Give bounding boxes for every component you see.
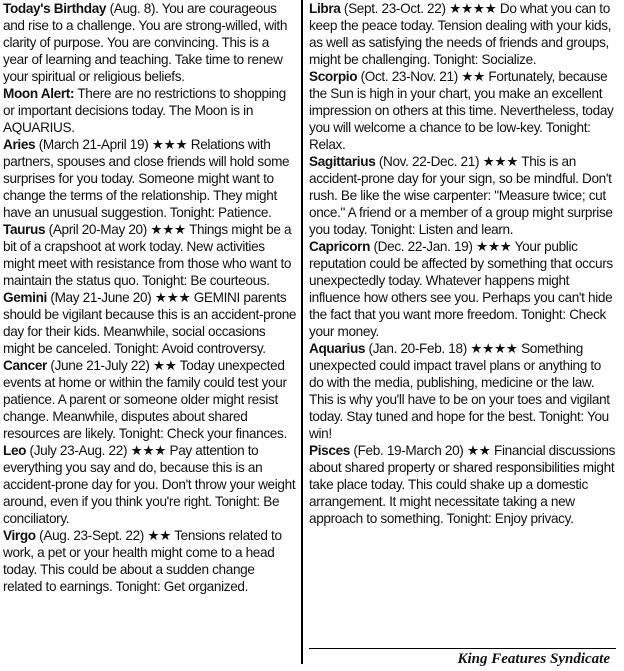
sign-entry-capricorn: [309, 238, 617, 340]
sign-name: Taurus: [3, 222, 46, 237]
sign-name: Virgo: [3, 528, 36, 543]
moon-alert-text: There are no restrictions to shopping or important decisions today. The Moon is in AQUARIUS.: [3, 86, 286, 135]
sign-name: Libra: [309, 1, 341, 16]
sign-name: Capricorn: [309, 239, 371, 254]
sign-text: (July 23-Aug. 22) ★★★ Pay attention to everything you say and do, because this is an accident-prone day for you. Don't throw your weight around, even if you think you're right. Tonight: Be conciliatory.: [3, 443, 296, 526]
sign-text: (March 21-April 19) ★★★ Relations with partners, spouses and close friends will hold some surprises for you today. Someone might want to change the terms of the relationship. They might have an unusual suggestion. Tonight: Patience.: [3, 137, 290, 220]
right-column: [309, 0, 617, 527]
sign-entry-aquarius: [309, 340, 617, 442]
sign-text: (Nov. 22-Dec. 21) ★★★ This is an accident-prone day for your sign, so be mindful. Don't rush. Be like the wise carpenter: "Measure twice; cut once." A friend or a member of a group might surprise you today. Tonight: Listen and learn.: [309, 154, 613, 237]
sign-entry-libra: [309, 0, 617, 68]
sign-entry-pisces: [309, 442, 617, 527]
sign-name: Pisces: [309, 443, 350, 458]
moon-alert-entry: [3, 85, 297, 136]
sign-text: (Feb. 19-March 20) ★★ Financial discussions about shared property or shared responsibilities might take place today. This could shake up a domestic arrangement. It might necessitate taking a new approach to something. Tonight: Enjoy privacy.: [309, 443, 616, 526]
sign-entry-leo: [3, 442, 297, 527]
sign-text: (June 21-July 22) ★★ Today unexpected events at home or within the family could test your patience. A parent or someone older might resist change. Meanwhile, disputes about shared resources are likely. Tonight: Check your finances.: [3, 358, 287, 441]
sign-entry-cancer: [3, 357, 297, 442]
left-column: [3, 0, 297, 595]
sign-entry-taurus: [3, 221, 297, 289]
sign-name: Leo: [3, 443, 27, 458]
sign-entry-aries: [3, 136, 297, 221]
syndicate-credit: King Features Syndicate: [457, 651, 610, 667]
sign-text: (May 21-June 20) ★★★ GEMINI parents should be vigilant because this is an accident-prone day for their kids. Meanwhile, social occasions might be canceled. Tonight: Avoid controversy.: [3, 290, 297, 356]
sign-name: Aquarius: [309, 341, 366, 356]
sign-entry-gemini: [3, 289, 297, 357]
birthday-title: Today's Birthday: [3, 1, 107, 16]
sign-name: Gemini: [3, 290, 47, 305]
sign-text: (Sept. 23-Oct. 22) ★★★★ Do what you can to keep the peace today. Tension dealing with your kids, as well as satisfying the needs of friends and groups, might be challenging. Tonight: Socialize.: [309, 1, 612, 67]
sign-text: (Aug. 23-Sept. 22) ★★ Tensions related to work, a pet or your health might come to a head today. This could be about a sudden change related to earnings. Tonight: Get organized.: [3, 528, 282, 594]
sign-entry-virgo: [3, 527, 297, 595]
sign-name: Cancer: [3, 358, 47, 373]
birthday-entry: [3, 0, 297, 85]
column-divider: [301, 0, 303, 664]
sign-text: (Oct. 23-Nov. 21) ★★ Fortunately, because the Sun is high in your chart, you make an excellent impression on others at this time. Nevertheless, today you will welcome a chance to be low-key. Tonight: Relax.: [309, 69, 614, 152]
sign-text: (Dec. 22-Jan. 19) ★★★ Your public reputation could be affected by something that occurs unexpectedly today. Whatever happens might influence how others see you. Perhaps you can't hide the fact that you want more freedom. Tonight: Check your money.: [309, 239, 613, 339]
sign-entry-sagittarius: [309, 153, 617, 238]
sign-text: (Jan. 20-Feb. 18) ★★★★ Something unexpected could impact travel plans or anything to do with the media, publishing, medicine or the law. This is why you'll have to be on your toes and vigilant today. Stay tuned and hope for the best. Tonight: You win!: [309, 341, 610, 441]
moon-alert-title: Moon Alert:: [3, 86, 75, 101]
footer-rule: [309, 648, 616, 649]
sign-name: Aries: [3, 137, 36, 152]
sign-name: Scorpio: [309, 69, 358, 84]
sign-name: Sagittarius: [309, 154, 376, 169]
birthday-text: (Aug. 8). You are courageous and rise to a challenge. You are strong-willed, with clarity of purpose. You are convincing. This is a year of learning and teaching. Take time to renew your spiritual or religious beliefs.: [3, 1, 288, 84]
sign-entry-scorpio: [309, 68, 617, 153]
sign-text: (April 20-May 20) ★★★ Things might be a bit of a crapshoot at work today. New activities might meet with resistance from those who want to maintain the status quo. Tonight: Be courteous.: [3, 222, 292, 288]
